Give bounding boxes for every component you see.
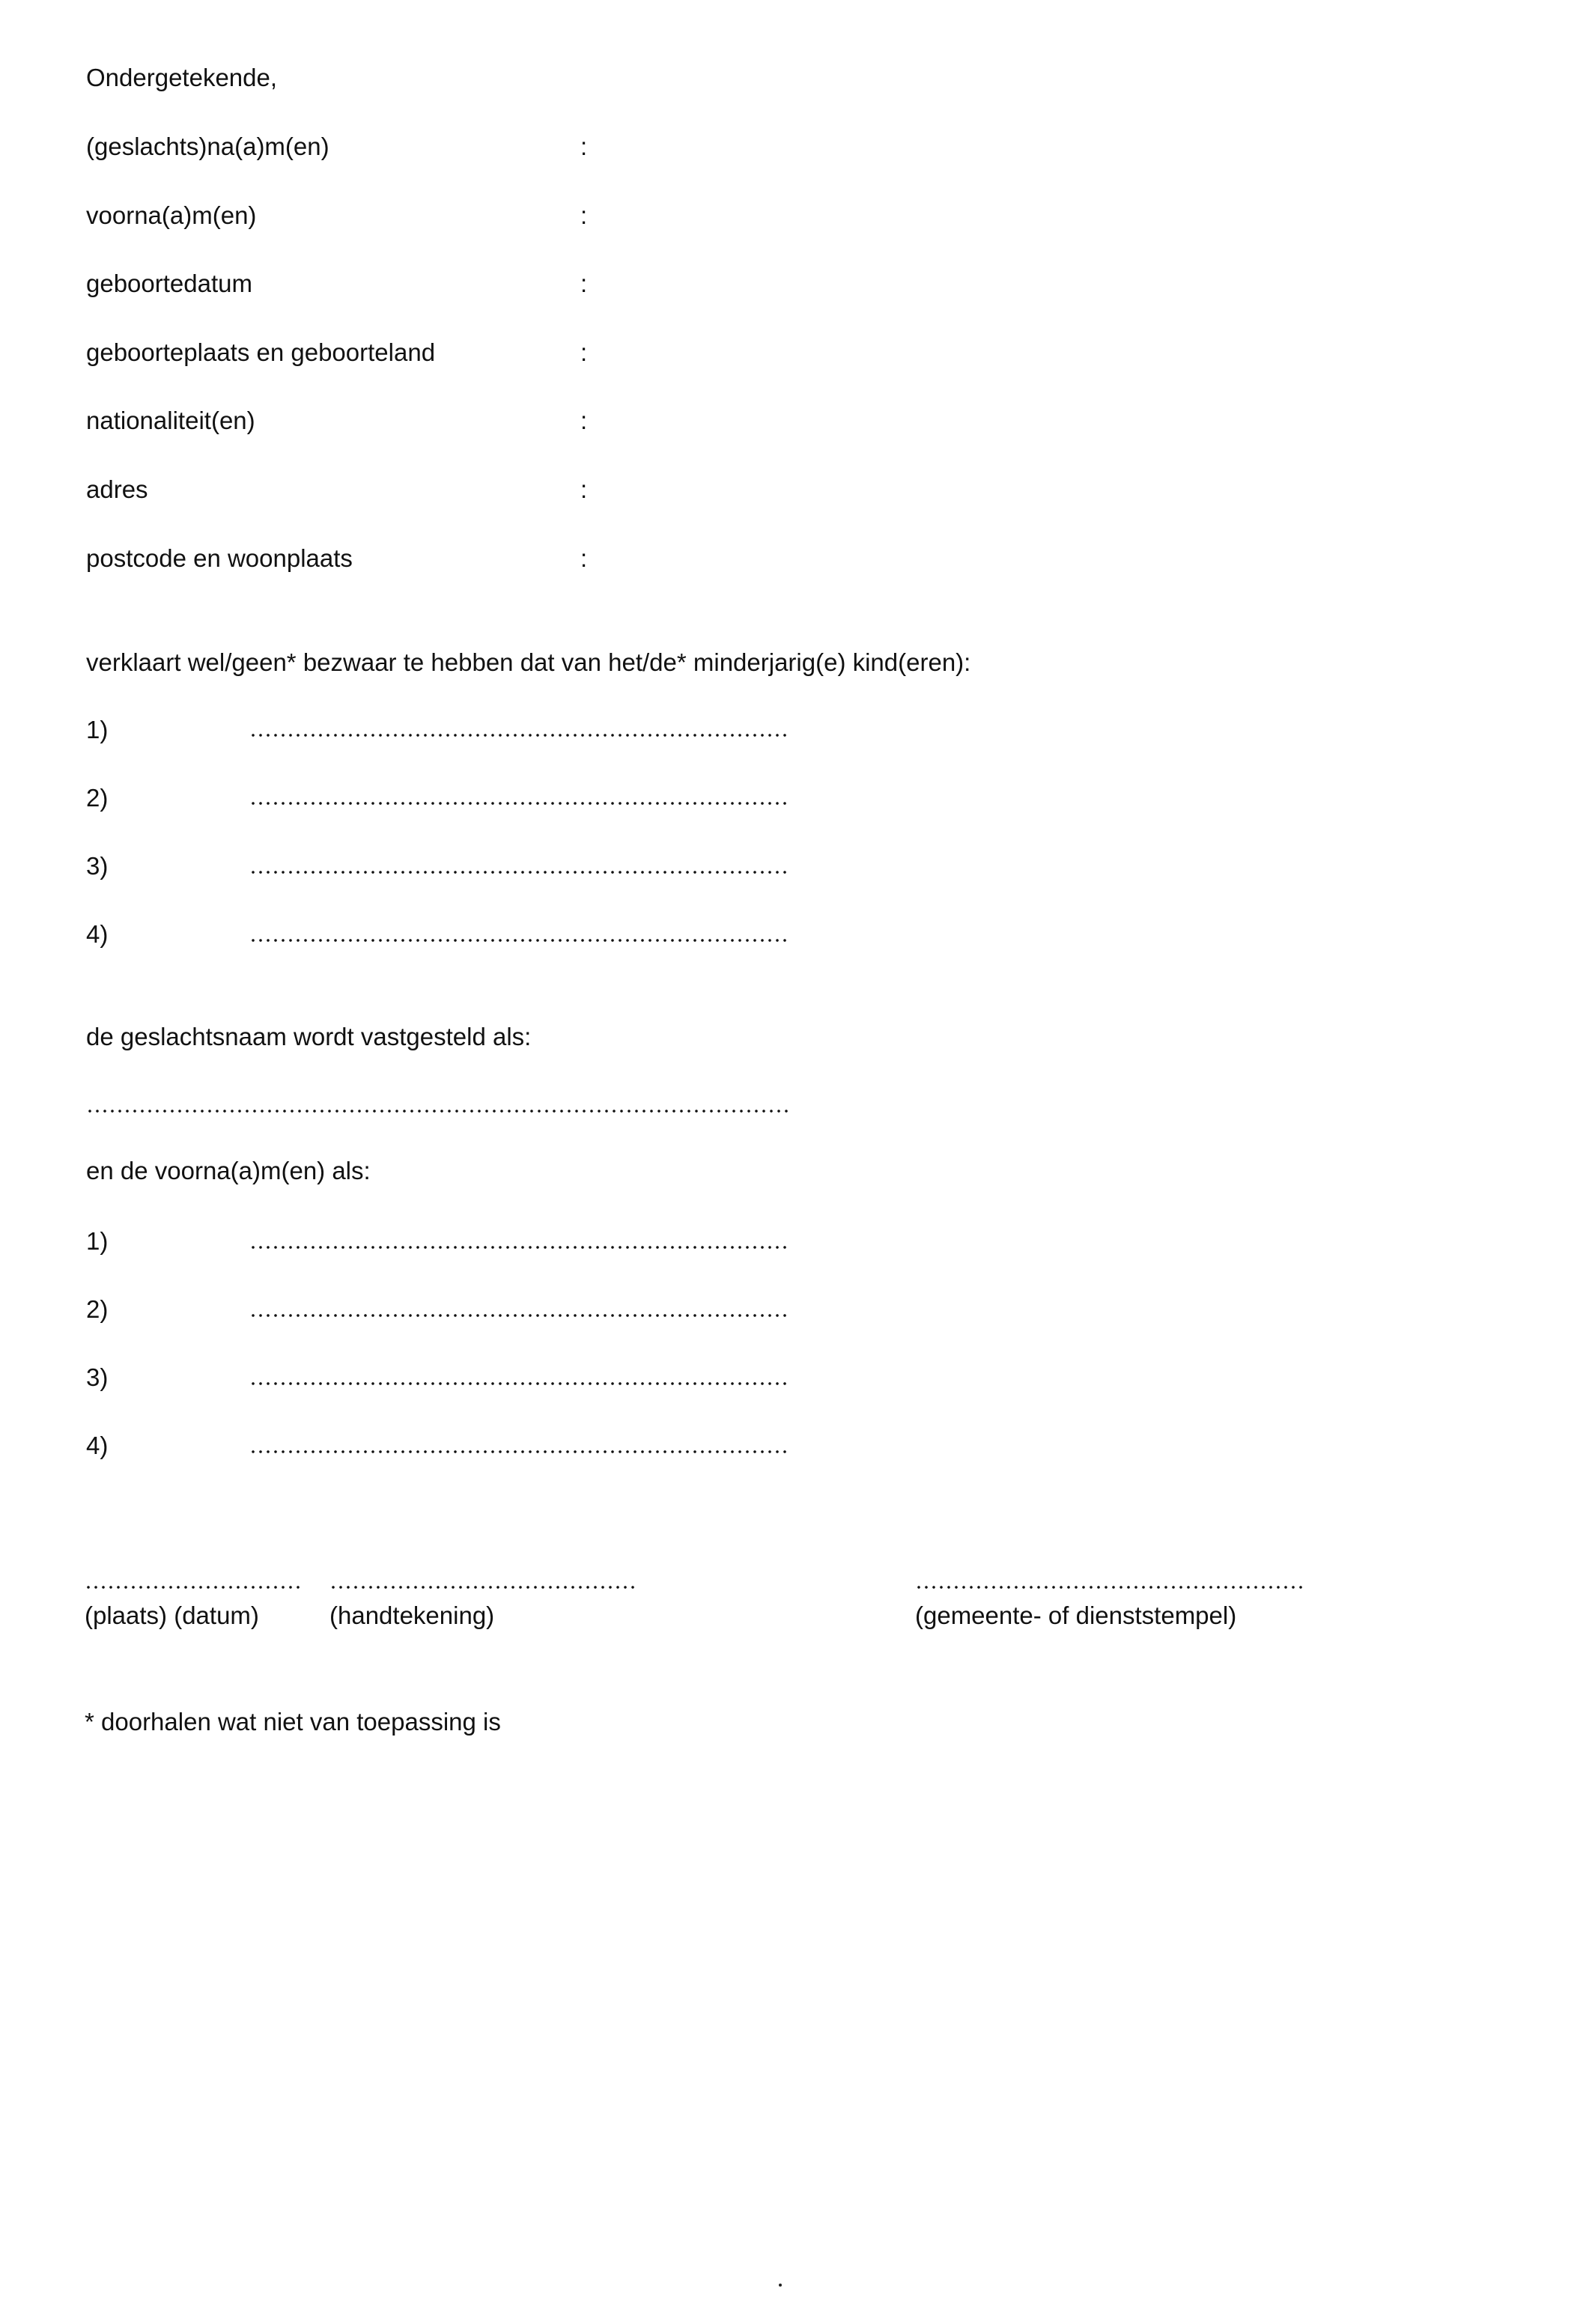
child-line-3[interactable] bbox=[249, 871, 790, 874]
firstname-line-2[interactable] bbox=[249, 1314, 790, 1317]
stamp-line[interactable] bbox=[915, 1586, 1303, 1589]
child-number-2: 2) bbox=[86, 784, 109, 812]
scan-speck bbox=[779, 2284, 782, 2287]
child-number-3: 3) bbox=[86, 852, 109, 880]
footnote-text: * doorhalen wat niet van toepassing is bbox=[85, 1708, 501, 1736]
firstname-line-1[interactable] bbox=[249, 1246, 790, 1249]
firstname-line-3[interactable] bbox=[249, 1382, 790, 1385]
field-label-nationality: nationaliteit(en) bbox=[86, 407, 255, 434]
field-colon: : bbox=[580, 407, 588, 434]
signature-line[interactable] bbox=[329, 1586, 638, 1589]
field-label-firstnames: voorna(a)m(en) bbox=[86, 201, 257, 229]
child-line-2[interactable] bbox=[249, 802, 790, 805]
firstnames-heading: en de voorna(a)m(en) als: bbox=[86, 1157, 371, 1184]
firstname-line-4[interactable] bbox=[249, 1450, 790, 1453]
firstname-number-4: 4) bbox=[86, 1432, 109, 1459]
firstname-number-2: 2) bbox=[86, 1295, 109, 1323]
field-colon: : bbox=[580, 133, 588, 160]
field-colon: : bbox=[580, 544, 588, 572]
field-label-postcode: postcode en woonplaats bbox=[86, 544, 353, 572]
surname-heading: de geslachtsnaam wordt vastgesteld als: bbox=[86, 1023, 532, 1050]
child-number-1: 1) bbox=[86, 716, 109, 743]
field-colon: : bbox=[580, 338, 588, 366]
field-colon: : bbox=[580, 270, 588, 297]
place-date-label: (plaats) (datum) bbox=[85, 1601, 259, 1629]
surname-line[interactable] bbox=[86, 1110, 792, 1113]
child-number-4: 4) bbox=[86, 920, 109, 948]
field-colon: : bbox=[580, 475, 588, 503]
field-label-surname: (geslachts)na(a)m(en) bbox=[86, 133, 329, 160]
signature-label: (handtekening) bbox=[329, 1601, 495, 1629]
intro-text: Ondergetekende, bbox=[86, 64, 278, 91]
firstname-number-1: 1) bbox=[86, 1227, 109, 1255]
field-colon: : bbox=[580, 201, 588, 229]
stamp-label: (gemeente- of dienststempel) bbox=[915, 1601, 1237, 1629]
field-label-address: adres bbox=[86, 475, 148, 503]
place-date-line[interactable] bbox=[85, 1586, 302, 1589]
field-label-birthplace: geboorteplaats en geboorteland bbox=[86, 338, 436, 366]
child-line-1[interactable] bbox=[249, 734, 790, 737]
child-line-4[interactable] bbox=[249, 939, 790, 942]
firstname-number-3: 3) bbox=[86, 1363, 109, 1391]
declaration-text: verklaart wel/geen* bezwaar te hebben dat van het/de* minderjarig(e) kind(eren): bbox=[86, 648, 971, 676]
field-label-birthdate: geboortedatum bbox=[86, 270, 252, 297]
